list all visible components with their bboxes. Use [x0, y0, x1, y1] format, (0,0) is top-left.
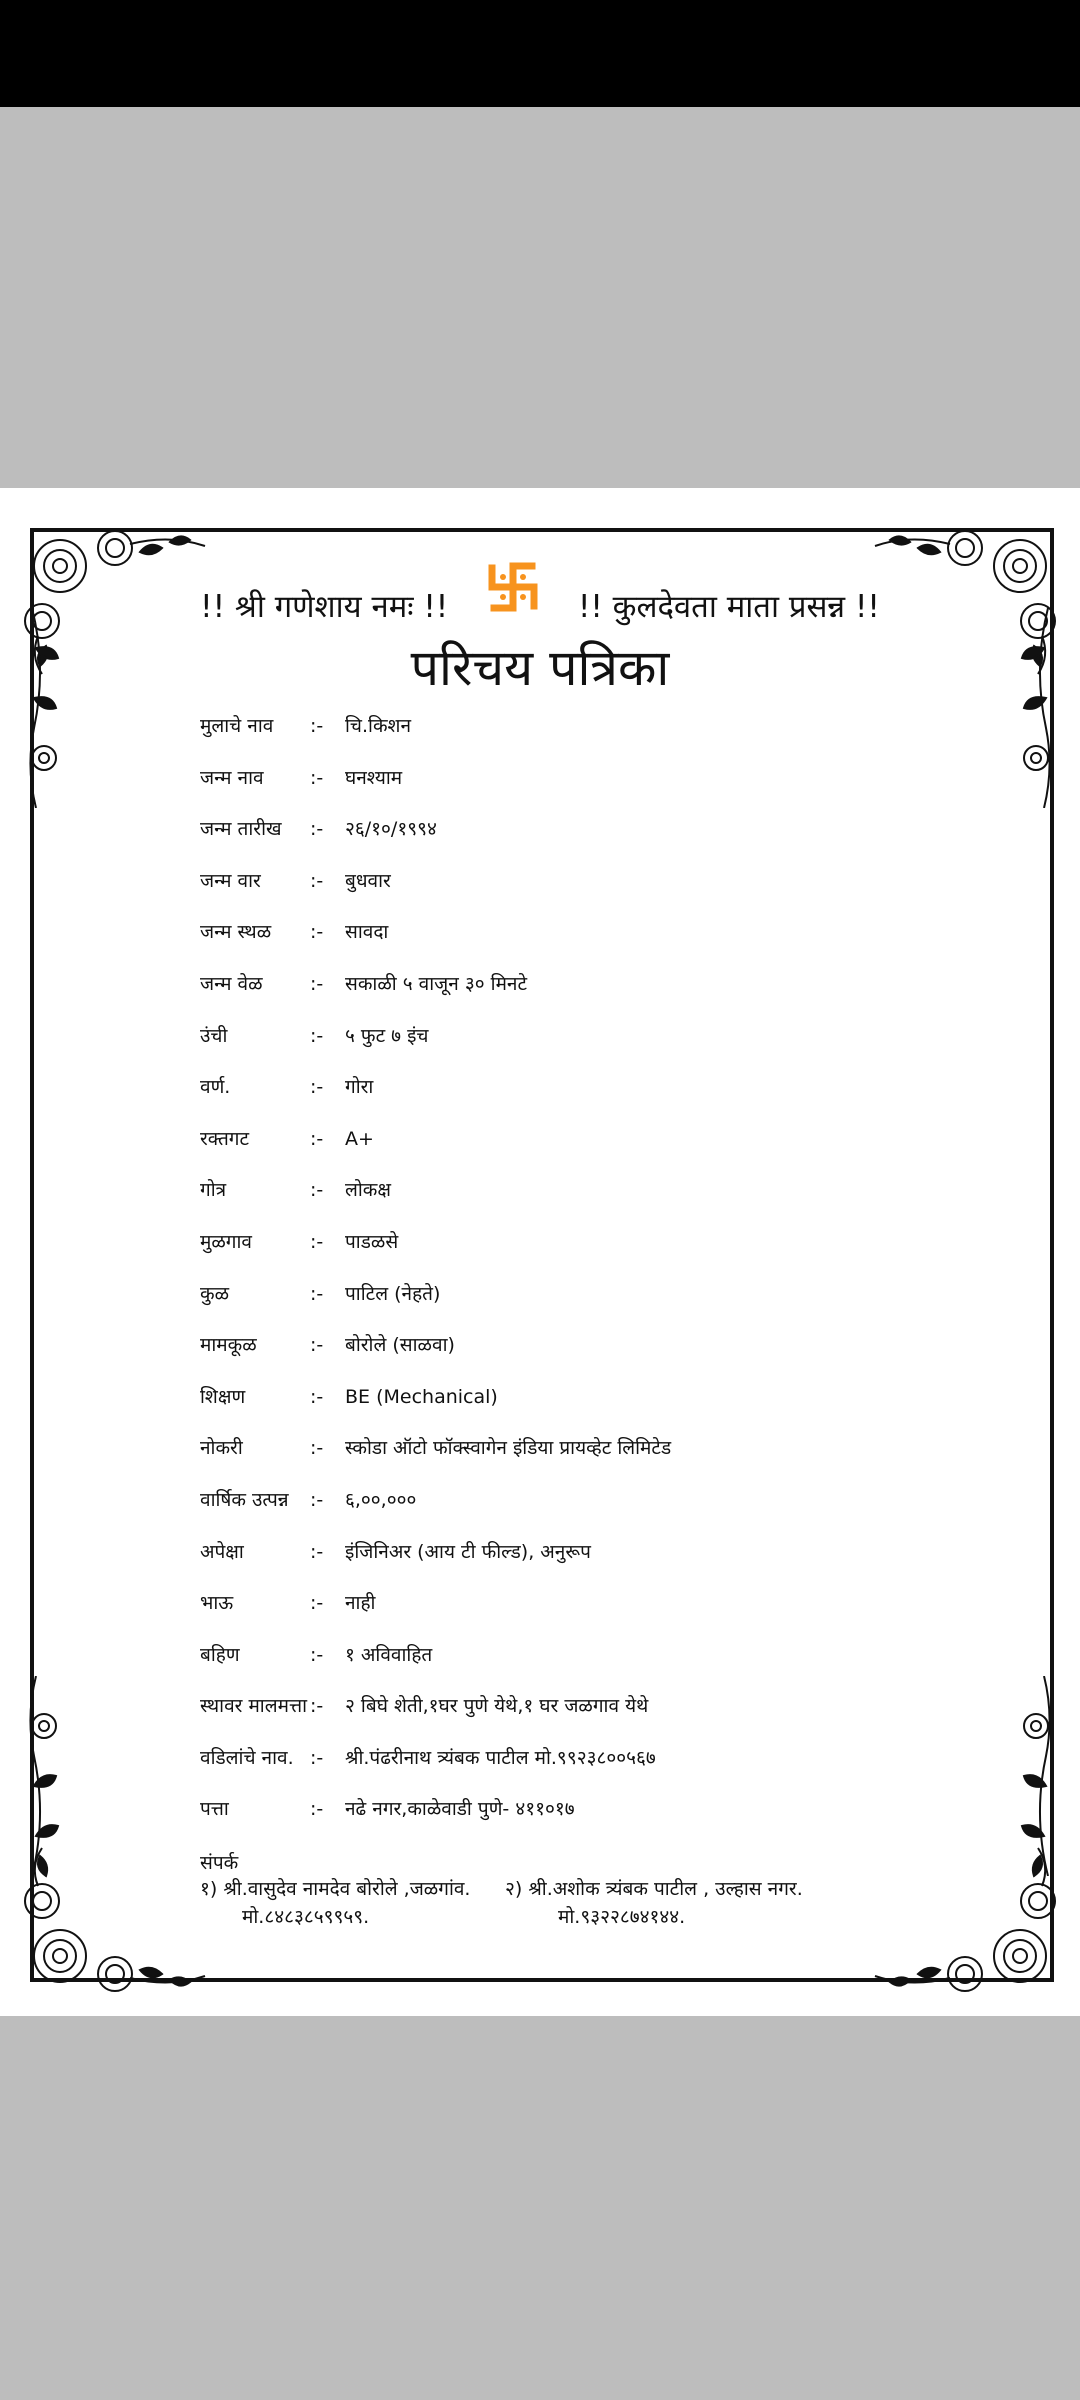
detail-row — [200, 1229, 1020, 1281]
detail-value: नढे नगर,काळेवाडी पुणे- ४११०१७ — [345, 1798, 575, 1821]
contact-person-2-mobile: मो.९३२२८७४१४४. — [558, 1906, 686, 1928]
detail-value: A+ — [345, 1127, 374, 1150]
detail-label: जन्म स्थळ — [200, 921, 272, 944]
detail-row — [200, 1074, 1020, 1126]
contact-label: संपर्क — [200, 1852, 239, 1874]
detail-separator: :- — [310, 1127, 324, 1150]
contact-person-1: १) श्री.वासुदेव नामदेव बोरोले ,जळगांव. — [200, 1878, 471, 1900]
detail-label: शिक्षण — [200, 1385, 246, 1408]
detail-label: वार्षिक उत्पन्न — [200, 1488, 289, 1511]
detail-value: घनश्याम — [345, 766, 403, 789]
detail-label: जन्म वार — [200, 869, 261, 892]
contact-person-1-mobile: मो.८४८३८५९९५९. — [242, 1906, 370, 1928]
detail-label: नोकरी — [200, 1437, 243, 1460]
detail-row — [200, 713, 1020, 765]
detail-label: पत्ता — [200, 1798, 229, 1821]
detail-row — [200, 1796, 1020, 1848]
detail-label: जन्म वेळ — [200, 972, 263, 995]
detail-value: श्री.पंढरीनाथ त्र्यंबक पाटील मो.९९२३८००५६७ — [345, 1746, 656, 1769]
detail-separator: :- — [310, 1179, 324, 1202]
detail-label: रक्तगट — [200, 1127, 250, 1150]
detail-value: सावदा — [345, 921, 389, 944]
detail-row — [200, 1435, 1020, 1487]
detail-row — [200, 1332, 1020, 1384]
detail-row — [200, 1745, 1020, 1797]
detail-label: मामकूळ — [200, 1334, 257, 1357]
detail-value: बोरोले (साळवा) — [345, 1334, 455, 1357]
detail-value: पाटिल (नेहते) — [345, 1282, 441, 1305]
detail-row — [200, 1177, 1020, 1229]
detail-row — [200, 1023, 1020, 1075]
detail-value: २६/१०/१९९४ — [345, 818, 437, 841]
detail-label: स्थावर मालमत्ता — [200, 1695, 308, 1718]
detail-row — [200, 1281, 1020, 1333]
detail-label: मुळगाव — [200, 1230, 252, 1253]
detail-label: वडिलांचे नाव. — [200, 1746, 294, 1769]
detail-separator: :- — [310, 715, 324, 737]
detail-separator: :- — [310, 818, 324, 841]
detail-value: सकाळी ५ वाजून ३० मिनटे — [345, 972, 528, 995]
detail-value: लोकक्ष — [345, 1179, 392, 1202]
detail-label: अपेक्षा — [200, 1540, 244, 1563]
detail-label: कुळ — [200, 1282, 230, 1305]
invocation-left: !! श्री गणेशाय नमः !! — [200, 588, 449, 625]
detail-separator: :- — [310, 1643, 324, 1666]
detail-separator: :- — [310, 1385, 324, 1408]
detail-row — [200, 1590, 1020, 1642]
invocation-right: !! कुलदेवता माता प्रसन्न !! — [577, 588, 880, 625]
detail-label: जन्म नाव — [200, 766, 264, 789]
detail-separator: :- — [310, 1488, 324, 1511]
detail-row — [200, 1693, 1020, 1745]
detail-separator: :- — [310, 1230, 324, 1253]
detail-separator: :- — [310, 1024, 324, 1047]
detail-separator: :- — [310, 1282, 324, 1305]
detail-label: बहिण — [200, 1643, 240, 1666]
page-title: परिचय पत्रिका — [410, 639, 670, 697]
detail-separator: :- — [310, 1334, 324, 1357]
status-bar — [0, 0, 1080, 107]
detail-row — [200, 919, 1020, 971]
invocation-header — [0, 560, 1080, 627]
detail-value: ६,००,००० — [345, 1488, 417, 1511]
detail-value: गोरा — [345, 1076, 374, 1099]
detail-label: भाऊ — [200, 1592, 234, 1615]
detail-row — [200, 1487, 1020, 1539]
detail-separator: :- — [310, 1746, 324, 1769]
detail-row — [200, 1642, 1020, 1694]
detail-value: ५ फुट ७ इंच — [345, 1024, 429, 1047]
detail-separator: :- — [310, 1437, 324, 1460]
detail-label: गोत्र — [200, 1179, 227, 1202]
detail-value: BE (Mechanical) — [345, 1385, 498, 1408]
detail-label: मुलाचे नाव — [200, 715, 274, 737]
detail-separator: :- — [310, 1695, 324, 1718]
detail-row — [200, 765, 1020, 817]
detail-value: स्कोडा ऑटो फॉक्स्वागेन इंडिया प्रायव्हेट लिमिटेड — [345, 1437, 672, 1460]
detail-separator: :- — [310, 1540, 324, 1563]
detail-value: १ अविवाहित — [345, 1643, 433, 1666]
details-list — [200, 713, 1020, 1848]
detail-row — [200, 1384, 1020, 1436]
detail-value: चि.किशन — [345, 715, 412, 737]
detail-value: नाही — [345, 1592, 376, 1615]
detail-row — [200, 971, 1020, 1023]
detail-separator: :- — [310, 869, 324, 892]
detail-separator: :- — [310, 1076, 324, 1099]
detail-row — [200, 1126, 1020, 1178]
detail-separator: :- — [310, 972, 324, 995]
detail-value: पाडळसे — [345, 1230, 399, 1253]
detail-value: इंजिनिअर (आय टी फील्ड), अनुरूप — [345, 1540, 591, 1563]
detail-label: वर्ण. — [200, 1076, 231, 1099]
detail-value: बुधवार — [345, 869, 391, 892]
contact-person-2: २) श्री.अशोक त्र्यंबक पाटील , उल्हास नगर. — [505, 1878, 803, 1900]
detail-label: उंची — [200, 1024, 228, 1047]
detail-separator: :- — [310, 921, 324, 944]
floral-vine-icon — [22, 1676, 82, 1876]
detail-separator: :- — [310, 766, 324, 789]
detail-row — [200, 816, 1020, 868]
detail-value: २ बिघे शेती,१घर पुणे येथे,१ घर जळगाव येथे — [345, 1695, 649, 1718]
detail-separator: :- — [310, 1798, 324, 1821]
detail-separator: :- — [310, 1592, 324, 1615]
detail-label: जन्म तारीख — [200, 818, 282, 841]
detail-row — [200, 1539, 1020, 1591]
detail-row — [200, 868, 1020, 920]
biodata-page — [0, 488, 1080, 2016]
swastika-icon — [486, 560, 540, 614]
